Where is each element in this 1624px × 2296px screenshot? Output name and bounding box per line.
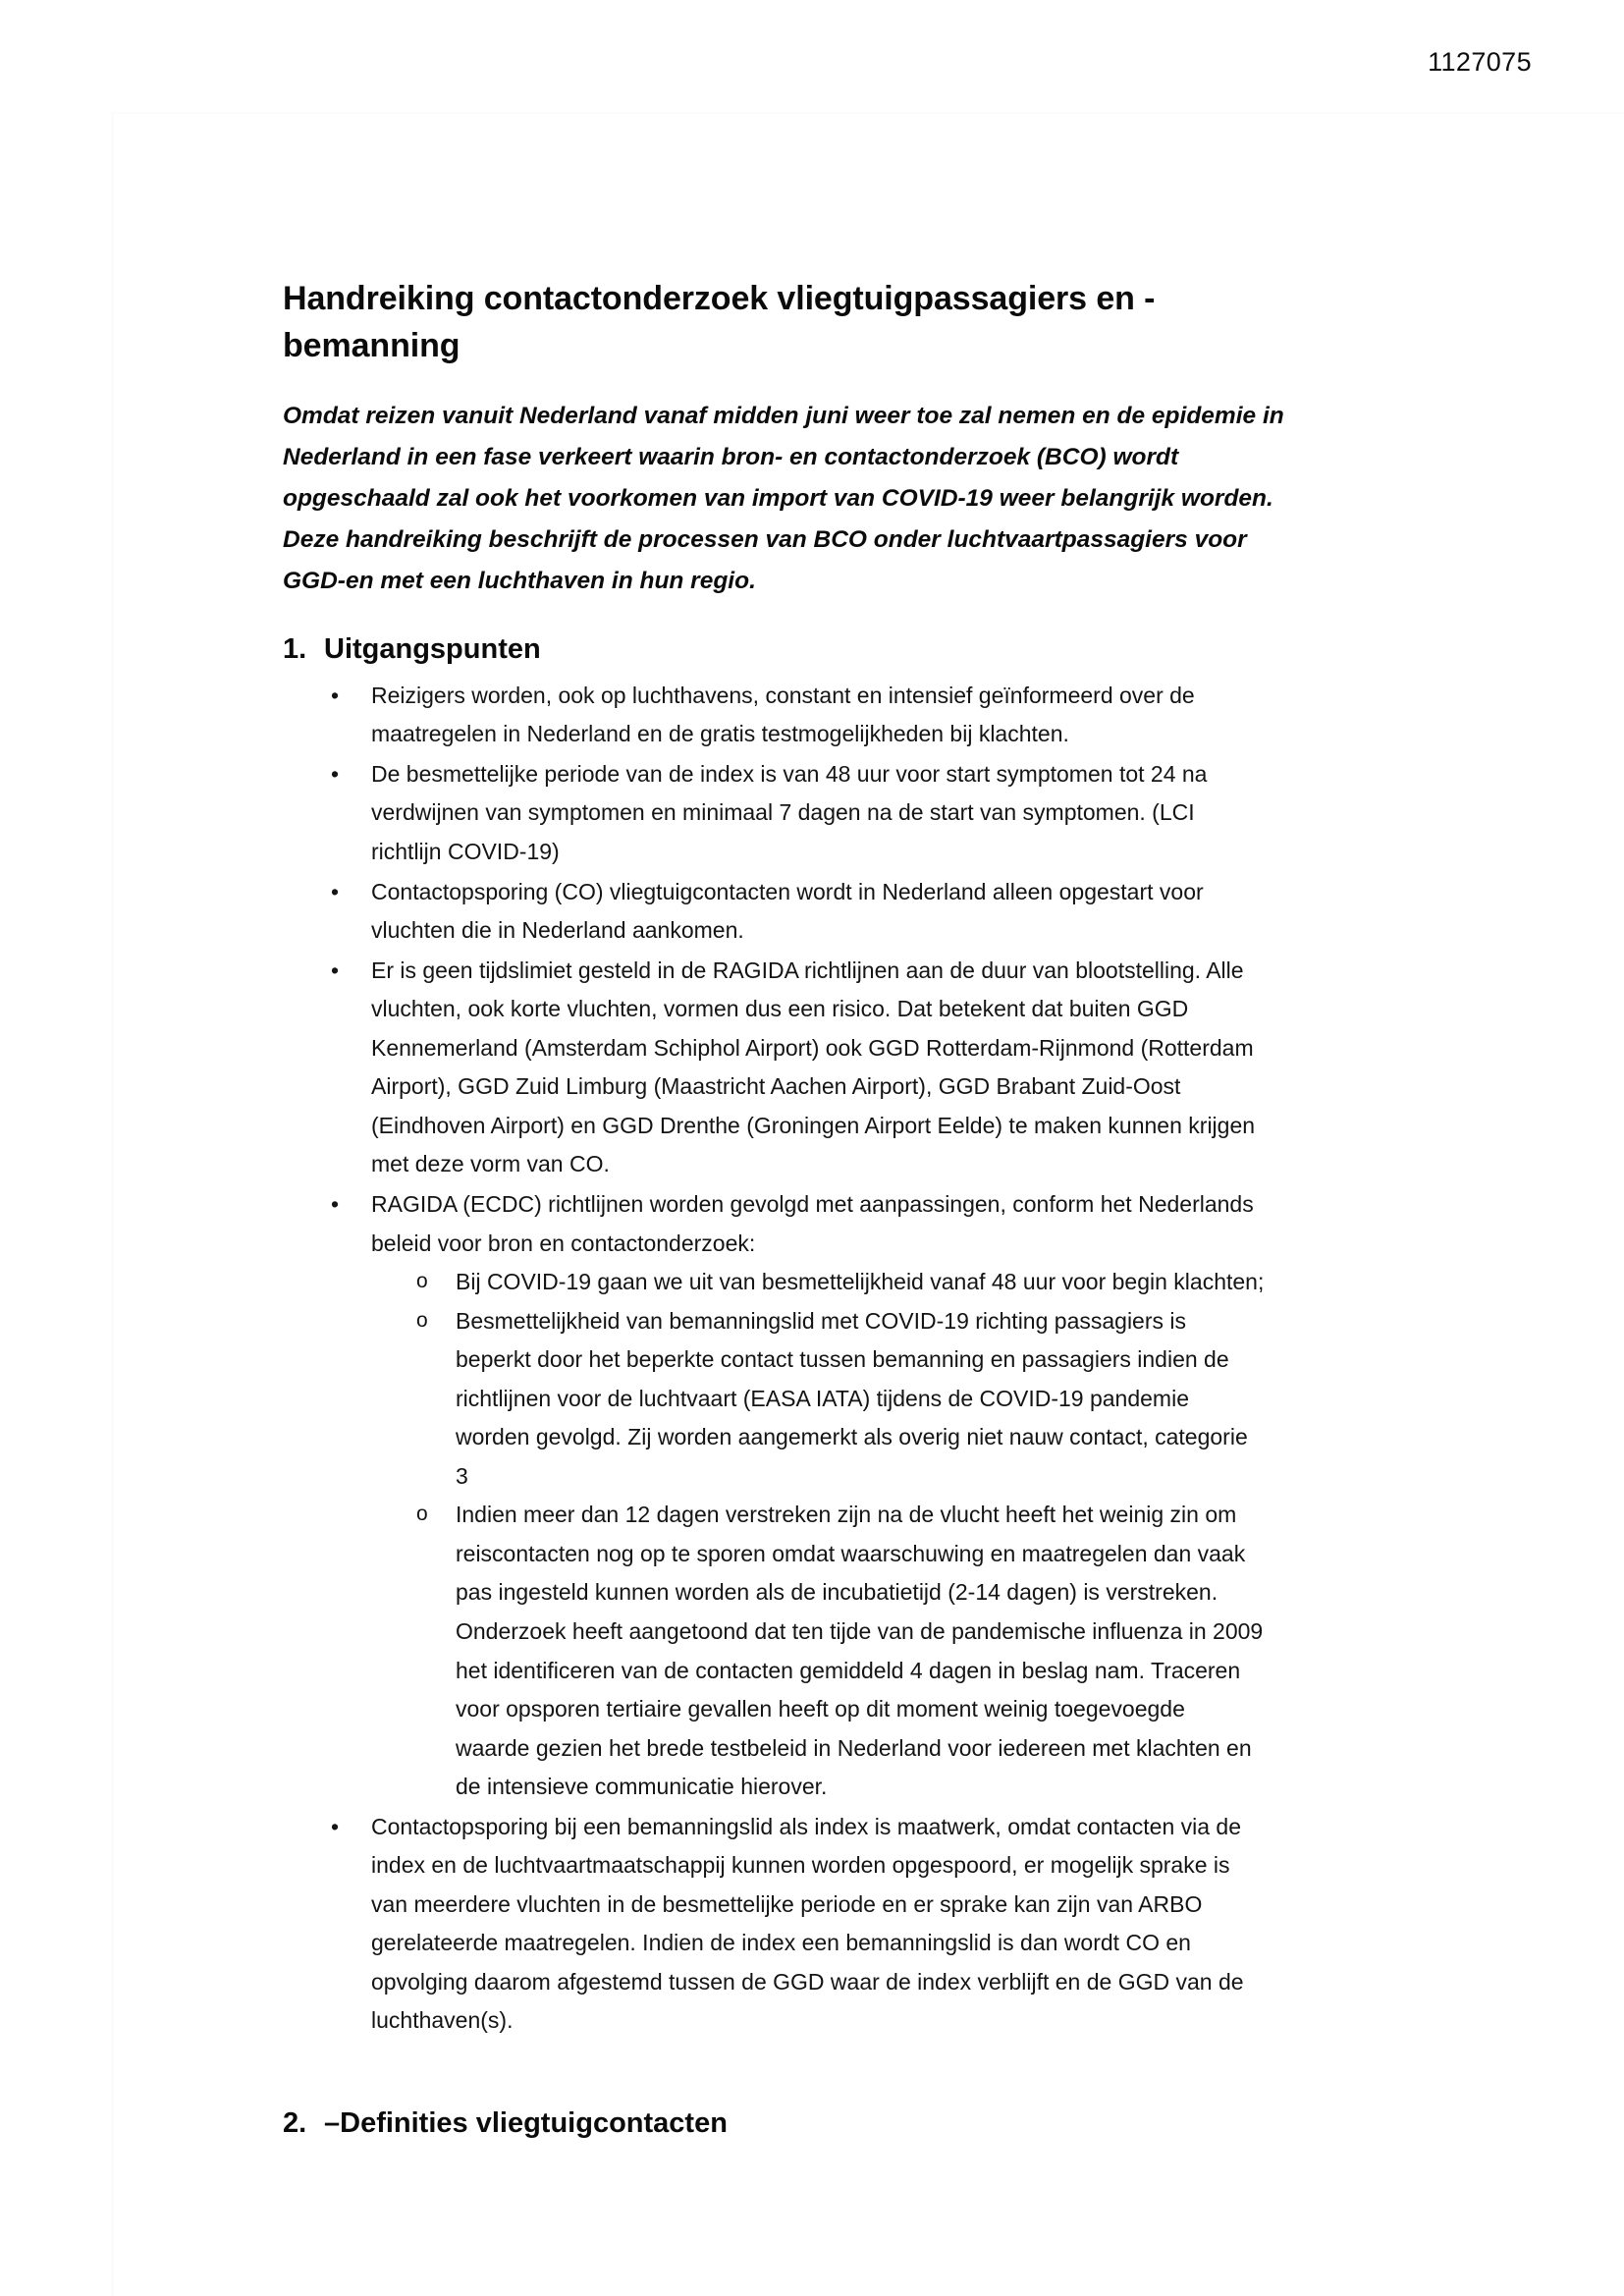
bullet-marker-icon: •	[331, 957, 340, 983]
document-number: 1127075	[1428, 47, 1532, 77]
sub-bullet-marker-icon: o	[416, 1270, 428, 1293]
section-heading-1	[283, 631, 1349, 669]
list-item	[283, 1185, 1265, 1807]
list-item	[283, 952, 1261, 1184]
sub-list-item	[371, 1302, 1265, 1497]
sub-bullet-marker-icon: o	[416, 1503, 428, 1526]
sub-list-item-text: Indien meer dan 12 dagen verstreken zijn na de vlucht heeft het weinig zin om reiscontacten nog op te sporen omdat waarschuwing en maatregelen dan vaak pas ingesteld kunnen worden als de incubatietijd (2-14 dagen) is verstreken. Onderzoek heeft aangetoond dat ten tijde van de pandemische influenza in 2009 het identificeren van de contacten gemiddeld 4 dagen in beslag nam. Traceren voor opsporen tertiaire gevallen heeft op dit moment weinig toegevoegde waarde gezien het brede testbeleid in Nederland voor iedereen met klachten en de intensieve communicatie hierover.	[456, 1502, 1264, 1800]
sub-list-item-text: Besmettelijkheid van bemanningslid met COVID-19 richting passagiers is beperkt door het beperkte contact tussen bemanning en passagiers indien de richtlijnen voor de luchtvaart (EASA IATA) tijdens de COVID-19 pandemie worden gevolgd. Zij worden aangemerkt als overig niet nauw contact, categorie 3	[456, 1307, 1248, 1489]
list-item-text: Contactopsporing (CO) vliegtuigcontacten wordt in Nederland alleen opgestart voor vluchten die in Nederland aankomen.	[371, 878, 1204, 944]
list-item-text: Er is geen tijdslimiet gesteld in de RAGIDA richtlijnen aan de duur van blootstelling. Alle vluchten, ook korte vluchten, vormen dus een risico. Dat betekent dat buiten GGD Kennemerland (Amsterdam Schiphol Airport) ook GGD Rotterdam-Rijnmond (Rotterdam Airport), GGD Zuid Limburg (Maastricht Aachen Airport), GGD Brabant Zuid-Oost (Eindhoven Airport) en GGD Drenthe (Groningen Airport Eelde) te maken kunnen krijgen met deze vorm van CO.	[371, 957, 1256, 1177]
sub-list-item	[371, 1263, 1265, 1302]
section-title-2: –Definities vliegtuigcontacten	[324, 2106, 728, 2139]
section-number-2: 2.	[283, 2106, 307, 2139]
section-number-1: 1.	[283, 633, 307, 666]
bullet-marker-icon: •	[331, 760, 340, 787]
list-item-text: Contactopsporing bij een bemanningslid als index is maatwerk, omdat contacten via de index en de luchtvaartmaatschappij kunnen worden opgespoord, er mogelijk sprake is van meerdere vluchten in de besmettelijke periode en er sprake kan zijn van ARBO gerelateerde maatregelen. Indien de index een bemanningslid is dan wordt CO en opvolging daarom afgestemd tussen de GGD waar de index verblijft en de GGD van de luchthaven(s).	[371, 1813, 1244, 2034]
list-item-text: De besmettelijke periode van de index is van 48 uur voor start symptomen tot 24 na verdwijnen van symptomen en minimaal 7 dagen na de start van symptomen. (LCI richtlijn COVID-19)	[371, 760, 1208, 865]
bullet-marker-icon: •	[331, 878, 340, 904]
page-edge-shadow-top	[111, 112, 1624, 114]
document-body	[283, 275, 1349, 2151]
bullet-marker-icon: •	[331, 1813, 340, 1839]
bullet-marker-icon: •	[331, 1190, 340, 1217]
page-title: Handreiking contactonderzoek vliegtuigpassagiers en - bemanning	[283, 280, 1156, 365]
list-item	[283, 677, 1261, 754]
list-item-text: RAGIDA (ECDC) richtlijnen worden gevolgd met aanpassingen, conform het Nederlands beleid voor bron en contactonderzoek:	[371, 1190, 1254, 1256]
list-item	[283, 1808, 1261, 2041]
list-item	[283, 873, 1261, 951]
page-edge-shadow-left	[111, 113, 114, 2296]
sub-bullet-list	[371, 1263, 1265, 1807]
section-heading-2	[283, 2105, 1349, 2143]
sub-list-item-text: Bij COVID-19 gaan we uit van besmettelijkheid vanaf 48 uur voor begin klachten;	[456, 1269, 1265, 1295]
list-item-text: Reizigers worden, ook op luchthavens, constant en intensief geïnformeerd over de maatregelen in Nederland en de gratis testmogelijkheden bij klachten.	[371, 682, 1195, 747]
sub-bullet-marker-icon: o	[416, 1308, 428, 1332]
bullet-marker-icon: •	[331, 682, 340, 708]
section-title-1: Uitgangspunten	[324, 633, 541, 666]
section-1-bullet-list	[283, 677, 1349, 2041]
sub-list-item	[371, 1496, 1265, 1806]
intro-paragraph: Omdat reizen vanuit Nederland vanaf midden juni weer toe zal nemen en de epidemie in Nederland in een fase verkeert waarin bron- en contactonderzoek (BCO) wordt opgeschaald zal ook het voorkomen van import van COVID-19 weer belangrijk worden. Deze handreiking beschrijft de processen van BCO onder luchtvaartpassagiers voor GGD-en met een luchthaven in hun regio.	[283, 402, 1284, 595]
list-item	[283, 755, 1261, 872]
